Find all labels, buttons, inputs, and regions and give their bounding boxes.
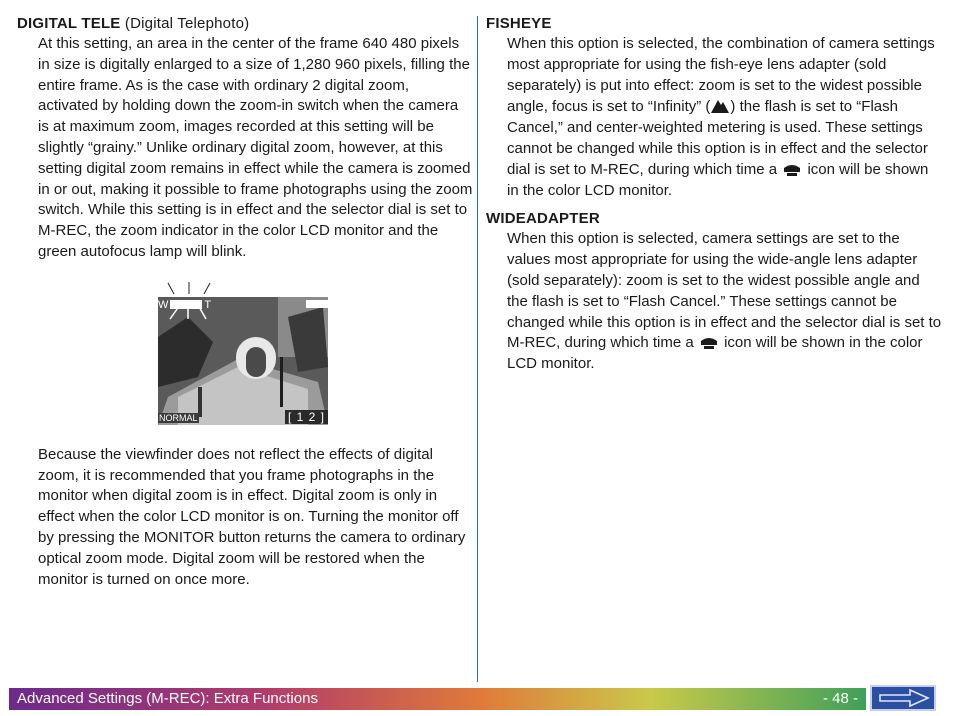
left-column xyxy=(17,13,473,590)
house-photo xyxy=(158,297,328,425)
zoom-indicator: W T xyxy=(158,298,212,311)
fisheye-heading: FISHEYE xyxy=(486,15,552,32)
lcd-monitor xyxy=(158,297,328,425)
lcd-illustration xyxy=(158,281,328,431)
footer-bar xyxy=(9,688,866,710)
image-quality-label: NORMAL xyxy=(159,412,198,423)
wideadapter-paragraph: When this option is selected, camera settings are set to the values most appropriate for using the wide-angle lens adapter (sold separately): zoom is set to the widest possible angle and the flash is set to “Flash Cancel.” These settings cannot be changed while this option is in effect and the selector dial is set to M-REC, during which time a icon will be shown in the color LCD monitor. xyxy=(507,230,942,373)
viewfinder-paragraph: Because the viewfinder does not reflect the effects of digital zoom, it is recommended that you frame photographs in the monitor when digital zoom is in effect. Digital zoom is only in effect when the color LCD monitor is on. Turning the monitor off by pressing the MONITOR button returns the camera to ordinary optical zoom mode. Digital zoom will be restored when the monitor is turned on once more. xyxy=(38,445,466,588)
next-page-button[interactable] xyxy=(870,685,936,711)
lens-adapter-icon xyxy=(698,336,720,350)
fisheye-paragraph: When this option is selected, the combination of camera settings most appropriate for using the fish-eye lens adapter (sold separately) is put into effect: zoom is set to the widest possible angle, focus is set to “Infinity” ( ) the flash is set to “Flash Cancel,” and center-weighted metering is used. These settings cannot be changed while this option is in effect and the selector dial is set to M-REC, during which time a icon will be shown in the color LCD monitor. xyxy=(507,35,935,199)
digital-tele-paragraph: At this setting, an area in the center of the frame 640 480 pixels in size is digitally enlarged to a size of 1,280 960 pixels, filling the entire frame. As is the case with ordinary 2 digital zoom, activated by holding down the zoom-in switch when the camera is at maximum zoom, images recorded at this setting will be slightly “grainy.” Unlike ordinary digital zoom, however, at this setting digital zoom remains in effect while the camera is zoomed in or out, making it possible to frame photographs using the zoom switch. While this setting is in effect and the selector dial is set to M-REC, the zoom indicator in the color LCD monitor and the green autofocus lamp will blink. xyxy=(38,35,473,260)
right-column xyxy=(486,13,942,375)
exposure-count: [ 1 2 ] xyxy=(285,410,328,424)
battery-icon xyxy=(306,300,328,308)
digital-tele-heading: DIGITAL TELE (Digital Telephoto) xyxy=(17,15,250,32)
blink-ticks-icon xyxy=(164,281,214,297)
wideadapter-heading: WIDEADAPTER xyxy=(486,210,600,228)
mountain-icon xyxy=(710,96,730,114)
page-number: - 48 - xyxy=(822,690,858,707)
lens-adapter-icon xyxy=(781,163,803,177)
column-divider xyxy=(477,16,478,682)
footer-title: Advanced Settings (M-REC): Extra Functions xyxy=(17,690,318,707)
next-arrow-icon xyxy=(872,687,934,709)
